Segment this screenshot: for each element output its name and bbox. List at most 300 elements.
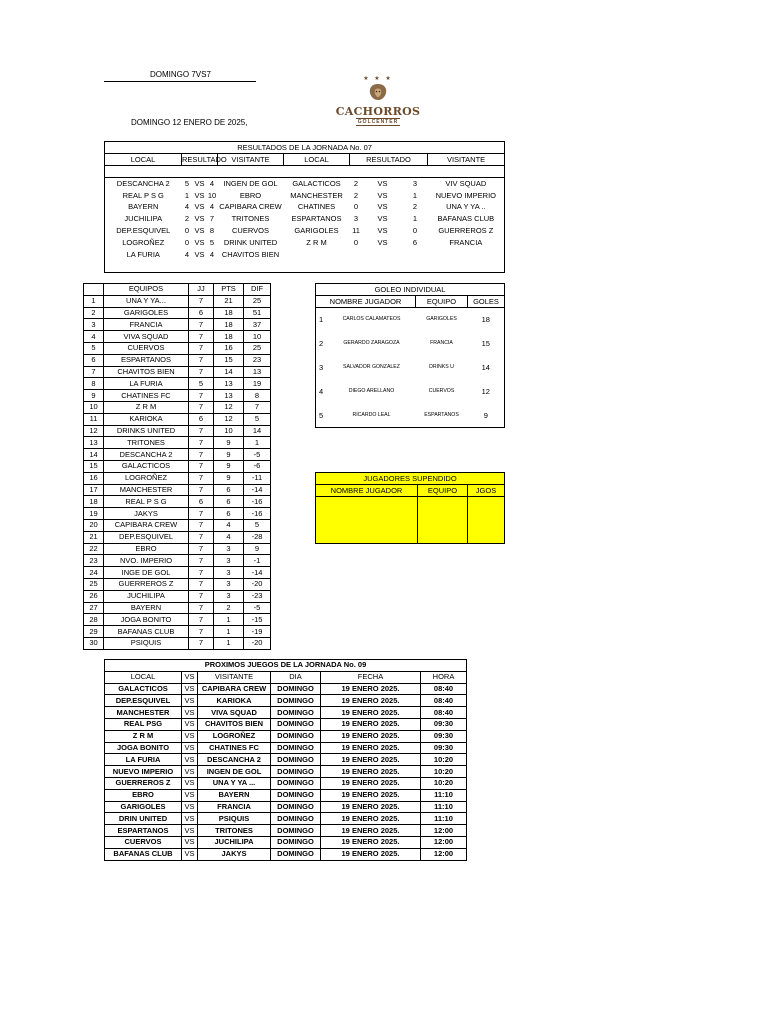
points-cell: 9 <box>214 449 244 461</box>
time-cell: 09:30 <box>421 718 467 730</box>
played-cell: 7 <box>189 354 214 366</box>
date-cell: 19 ENERO 2025. <box>321 718 421 730</box>
rank-cell: 1 <box>84 295 104 307</box>
fixture-row <box>105 742 467 754</box>
date-cell: 19 ENERO 2025. <box>321 695 421 707</box>
points-cell: 18 <box>214 319 244 331</box>
goal-diff-cell: -23 <box>244 590 271 602</box>
col-header: VISITANTE <box>198 671 271 683</box>
scorer-name: SALVADOR GONZALEZ <box>343 364 400 370</box>
local-team: LA FURIA <box>105 248 182 260</box>
date-cell: 19 ENERO 2025. <box>321 777 421 789</box>
points-cell: 6 <box>214 496 244 508</box>
local-team: GALACTICOS <box>292 179 341 189</box>
played-cell: 7 <box>189 295 214 307</box>
vs-label: VS <box>377 179 388 189</box>
visitor-team: VIV SQUAD <box>428 178 505 190</box>
time-cell: 11:10 <box>421 789 467 801</box>
away-team: CHATINES FC <box>198 742 271 754</box>
standings-row <box>84 390 271 402</box>
fixture-row <box>105 789 467 801</box>
home-team: GARIGOLES <box>105 801 182 813</box>
local-score: 0 <box>353 202 359 212</box>
points-cell: 18 <box>214 307 244 319</box>
played-cell: 7 <box>189 472 214 484</box>
points-cell: 21 <box>214 295 244 307</box>
points-cell: 9 <box>214 472 244 484</box>
standings-row <box>84 567 271 579</box>
date-cell: 19 ENERO 2025. <box>321 801 421 813</box>
suspended-title: JUGADORES SUPENDIDO <box>316 473 505 485</box>
rank-cell: 14 <box>84 449 104 461</box>
away-team: DESCANCHA 2 <box>198 754 271 766</box>
time-cell: 09:30 <box>421 742 467 754</box>
home-team: ESPARTANOS <box>105 825 182 837</box>
vs-label: VS <box>182 777 198 789</box>
vs-label: VS <box>194 226 205 236</box>
home-team: CUERVOS <box>105 836 182 848</box>
result-row <box>105 189 505 201</box>
date-cell: 19 ENERO 2025. <box>321 742 421 754</box>
home-team: LA FURIA <box>105 754 182 766</box>
played-cell: 7 <box>189 342 214 354</box>
suspended-table <box>315 472 505 544</box>
local-team <box>284 248 350 260</box>
points-cell: 4 <box>214 519 244 531</box>
standings-row <box>84 602 271 614</box>
vs-label: VS <box>182 718 198 730</box>
col-header: DIF <box>244 284 271 296</box>
away-team: CHAVITOS BIEN <box>198 718 271 730</box>
team-cell: NVO. IMPERIO <box>104 555 189 567</box>
col-header: VISITANTE <box>428 154 505 166</box>
goal-diff-cell: -14 <box>244 484 271 496</box>
day-cell: DOMINGO <box>271 766 321 778</box>
local-score: 2 <box>184 214 190 224</box>
col-header: RESULTADO <box>182 155 227 164</box>
team-cell: CUERVOS <box>104 342 189 354</box>
goal-diff-cell: -15 <box>244 614 271 626</box>
home-team: NUEVO IMPERIO <box>105 766 182 778</box>
home-team: GALACTICOS <box>105 683 182 695</box>
vs-label: VS <box>377 214 388 224</box>
local-team: REAL P S G <box>105 189 182 201</box>
rank-cell: 22 <box>84 543 104 555</box>
visitor-team: NUEVO IMPERIO <box>428 189 505 201</box>
rank-cell: 21 <box>84 531 104 543</box>
rank-cell: 30 <box>84 637 104 649</box>
standings-row <box>84 472 271 484</box>
goal-diff-cell: -28 <box>244 531 271 543</box>
scorer-name: RICARDO LEAL <box>352 411 391 418</box>
local-score: 0 <box>184 237 190 247</box>
visitor-team: EBRO <box>239 190 262 200</box>
local-team: DEP.ESQUIVEL <box>105 225 182 237</box>
rank-cell: 15 <box>84 460 104 472</box>
col-header: LOCAL <box>105 671 182 683</box>
rank-cell: 19 <box>84 508 104 520</box>
title-underline <box>104 81 256 82</box>
standings-row <box>84 437 271 449</box>
standings-row <box>84 295 271 307</box>
day-cell: DOMINGO <box>271 777 321 789</box>
played-cell: 7 <box>189 484 214 496</box>
goal-diff-cell: -16 <box>244 508 271 520</box>
played-cell: 7 <box>189 614 214 626</box>
day-cell: DOMINGO <box>271 848 321 860</box>
played-cell: 7 <box>189 578 214 590</box>
standings-row <box>84 531 271 543</box>
time-cell: 12:00 <box>421 825 467 837</box>
scorer-row <box>316 356 505 380</box>
visitor-team <box>428 248 505 260</box>
standings-row <box>84 307 271 319</box>
team-cell: Z R M <box>104 401 189 413</box>
time-cell: 08:40 <box>421 683 467 695</box>
played-cell: 6 <box>189 413 214 425</box>
col-header: HORA <box>421 671 467 683</box>
date-cell: 19 ENERO 2025. <box>321 730 421 742</box>
goal-diff-cell: -14 <box>244 567 271 579</box>
visitor-team: CUERVOS <box>232 226 269 236</box>
visitor-team: DRINK UNITED <box>223 237 278 247</box>
away-team: JAKYS <box>198 848 271 860</box>
played-cell: 7 <box>189 519 214 531</box>
visitor-score: 7 <box>209 214 215 224</box>
played-cell: 7 <box>189 449 214 461</box>
team-cell: VIVA SQUAD <box>104 331 189 343</box>
scorer-row <box>316 404 505 428</box>
home-team: JOGA BONITO <box>105 742 182 754</box>
away-team: BAYERN <box>198 789 271 801</box>
day-cell: DOMINGO <box>271 789 321 801</box>
col-header: JJ <box>189 284 214 296</box>
fixture-row <box>105 836 467 848</box>
goal-diff-cell: 14 <box>244 425 271 437</box>
result-row <box>105 178 505 190</box>
home-team: GUERREROS Z <box>105 777 182 789</box>
local-team: JUCHILIPA <box>105 213 182 225</box>
goal-diff-cell: 19 <box>244 378 271 390</box>
team-cell: FRANCIA <box>104 319 189 331</box>
local-score: 0 <box>353 237 359 247</box>
scorer-goals: 14 <box>481 363 490 372</box>
standings-row <box>84 626 271 638</box>
day-cell: DOMINGO <box>271 695 321 707</box>
suspended-cell <box>316 497 418 544</box>
local-score: 0 <box>184 226 190 236</box>
points-cell: 3 <box>214 543 244 555</box>
next-games-header-row <box>105 671 467 683</box>
standings-row <box>84 319 271 331</box>
played-cell: 7 <box>189 626 214 638</box>
away-team: KARIOKA <box>198 695 271 707</box>
team-cell: CAPIBARA CREW <box>104 519 189 531</box>
standings-row <box>84 637 271 649</box>
scorer-goals: 18 <box>481 315 490 325</box>
visitor-team: CHAVITOS BIEN <box>221 249 280 259</box>
local-team: LOGROÑEZ <box>105 236 182 248</box>
scorer-name: GERARDO ZARAGOZA <box>343 340 400 346</box>
standings-row <box>84 484 271 496</box>
visitor-score: 2 <box>412 202 418 212</box>
goal-diff-cell: 37 <box>244 319 271 331</box>
vs-label: VS <box>182 801 198 813</box>
logo-stars: ★ ★ ★ <box>363 76 393 82</box>
rank-cell: 5 <box>84 342 104 354</box>
day-cell: DOMINGO <box>271 707 321 719</box>
visitor-score: 0 <box>412 226 418 236</box>
time-cell: 09:30 <box>421 730 467 742</box>
standings-table <box>83 283 271 650</box>
played-cell: 7 <box>189 590 214 602</box>
result-row <box>105 213 505 225</box>
col-header: DIA <box>271 671 321 683</box>
vs-label: VS <box>182 683 198 695</box>
played-cell: 6 <box>189 307 214 319</box>
standings-row <box>84 342 271 354</box>
away-team: CAPIBARA CREW <box>198 683 271 695</box>
rank-cell: 20 <box>84 519 104 531</box>
rank-cell: 9 <box>84 390 104 402</box>
fixture-row <box>105 848 467 860</box>
fixture-row <box>105 707 467 719</box>
result-row <box>105 225 505 237</box>
vs-label: VS <box>194 190 205 200</box>
col-header: VS <box>182 671 198 683</box>
rank-cell: 27 <box>84 602 104 614</box>
points-cell: 3 <box>214 578 244 590</box>
vs-label: VS <box>182 766 198 778</box>
scorer-rank: 2 <box>319 339 324 348</box>
goal-diff-cell: -5 <box>244 602 271 614</box>
played-cell: 7 <box>189 602 214 614</box>
visitor-team: BAFANAS CLUB <box>428 213 505 225</box>
scorer-rank: 4 <box>319 387 324 396</box>
time-cell: 10:20 <box>421 777 467 789</box>
home-team: REAL PSG <box>105 718 182 730</box>
goal-diff-cell: -6 <box>244 460 271 472</box>
standings-row <box>84 401 271 413</box>
visitor-team: CAPIBARA CREW <box>219 202 282 212</box>
vs-label: VS <box>194 202 205 212</box>
scorer-goals: 12 <box>481 387 490 396</box>
vs-label: VS <box>194 179 205 189</box>
col-header: EQUIPO <box>418 485 468 497</box>
team-cell: CHAVITOS BIEN <box>104 366 189 378</box>
rank-cell: 11 <box>84 413 104 425</box>
points-cell: 3 <box>214 555 244 567</box>
goal-diff-cell: -5 <box>244 449 271 461</box>
local-score: 5 <box>184 179 190 189</box>
away-team: JUCHILIPA <box>198 836 271 848</box>
rank-cell: 2 <box>84 307 104 319</box>
vs-label: VS <box>182 789 198 801</box>
visitor-score: 4 <box>209 179 215 189</box>
local-team: Z R M <box>306 237 327 247</box>
vs-label: VS <box>194 214 205 224</box>
time-cell: 12:00 <box>421 848 467 860</box>
played-cell: 7 <box>189 390 214 402</box>
local-team: GARIGOLES <box>294 226 339 236</box>
date-cell: 19 ENERO 2025. <box>321 707 421 719</box>
scorers-header-row <box>316 296 505 308</box>
team-cell: BAFANAS CLUB <box>104 626 189 638</box>
goal-diff-cell: -19 <box>244 626 271 638</box>
scorer-name: CARLOS CALAMATEOS <box>342 316 401 323</box>
played-cell: 5 <box>189 378 214 390</box>
local-score: 3 <box>353 214 359 224</box>
date-cell: 19 ENERO 2025. <box>321 683 421 695</box>
played-cell: 6 <box>189 496 214 508</box>
scorers-title: GOLEO INDIVIDUAL <box>316 284 505 296</box>
played-cell: 7 <box>189 543 214 555</box>
team-cell: KARIOKA <box>104 413 189 425</box>
col-header: NOMBRE JUGADOR <box>316 296 416 308</box>
standings-row <box>84 496 271 508</box>
col-header: LOCAL <box>105 154 182 166</box>
col-header: GOLES <box>468 296 505 308</box>
next-games-title: PROXIMOS JUEGOS DE LA JORNADA No. 09 <box>105 660 467 672</box>
vs-label: VS <box>377 202 388 212</box>
points-cell: 1 <box>214 637 244 649</box>
goal-diff-cell: -20 <box>244 637 271 649</box>
date-cell: 19 ENERO 2025. <box>321 766 421 778</box>
time-cell: 11:10 <box>421 813 467 825</box>
visitor-team: UNA Y YA .. <box>428 201 505 213</box>
day-cell: DOMINGO <box>271 813 321 825</box>
scorer-rank: 5 <box>319 410 324 420</box>
local-score: 2 <box>353 179 359 189</box>
suspended-empty-row <box>316 497 505 544</box>
visitor-score: 4 <box>209 202 215 212</box>
team-cell: ESPARTANOS <box>104 354 189 366</box>
home-team: EBRO <box>105 789 182 801</box>
points-cell: 13 <box>214 390 244 402</box>
points-cell: 3 <box>214 590 244 602</box>
time-cell: 10:20 <box>421 754 467 766</box>
team-cell: DRINKS UNITED <box>104 425 189 437</box>
col-header: JGOS <box>468 485 505 497</box>
vs-label: VS <box>182 695 198 707</box>
cachorros-logo <box>334 76 422 126</box>
points-cell: 12 <box>214 413 244 425</box>
fixture-row <box>105 695 467 707</box>
team-cell: TRITONES <box>104 437 189 449</box>
played-cell: 7 <box>189 319 214 331</box>
points-cell: 4 <box>214 531 244 543</box>
goal-diff-cell: 13 <box>244 366 271 378</box>
rank-cell: 3 <box>84 319 104 331</box>
home-team: DEP.ESQUIVEL <box>105 695 182 707</box>
goal-diff-cell: 10 <box>244 331 271 343</box>
time-cell: 11:10 <box>421 801 467 813</box>
points-cell: 6 <box>214 484 244 496</box>
away-team: UNA Y YA ... <box>198 777 271 789</box>
points-cell: 9 <box>214 437 244 449</box>
played-cell: 7 <box>189 637 214 649</box>
rank-cell: 7 <box>84 366 104 378</box>
away-team: TRITONES <box>198 825 271 837</box>
points-cell: 10 <box>214 425 244 437</box>
rank-cell: 16 <box>84 472 104 484</box>
away-team: FRANCIA <box>198 801 271 813</box>
goal-diff-cell: 25 <box>244 295 271 307</box>
team-cell: GUERREROS Z <box>104 578 189 590</box>
goal-diff-cell: -11 <box>244 472 271 484</box>
rank-cell: 10 <box>84 401 104 413</box>
points-cell: 12 <box>214 401 244 413</box>
team-cell: LA FURIA <box>104 378 189 390</box>
home-team: Z R M <box>105 730 182 742</box>
away-team: PSIQUIS <box>198 813 271 825</box>
day-cell: DOMINGO <box>271 718 321 730</box>
standings-row <box>84 519 271 531</box>
fixture-row <box>105 718 467 730</box>
team-cell: EBRO <box>104 543 189 555</box>
home-team: DRIN UNITED <box>105 813 182 825</box>
standings-row <box>84 590 271 602</box>
scorer-team: ESPARTANOS <box>424 411 459 418</box>
scorer-team: CUERVOS <box>428 388 455 394</box>
standings-header-row <box>84 284 271 296</box>
vs-label: VS <box>194 237 205 247</box>
away-team: VIVA SQUAD <box>198 707 271 719</box>
rank-cell: 18 <box>84 496 104 508</box>
standings-row <box>84 555 271 567</box>
standings-row <box>84 354 271 366</box>
time-cell: 08:40 <box>421 695 467 707</box>
local-score: 1 <box>184 190 190 200</box>
team-cell: JAKYS <box>104 508 189 520</box>
played-cell: 7 <box>189 567 214 579</box>
rank-cell: 4 <box>84 331 104 343</box>
suspended-cell <box>418 497 468 544</box>
goal-diff-cell: 23 <box>244 354 271 366</box>
day-cell: DOMINGO <box>271 730 321 742</box>
visitor-score: 8 <box>209 226 215 236</box>
standings-row <box>84 413 271 425</box>
scorer-name: DIEGO ARELLANO <box>348 388 395 394</box>
suspended-header-row <box>316 485 505 497</box>
visitor-score: 5 <box>209 237 215 247</box>
visitor-score: 1 <box>412 214 418 224</box>
local-team: MANCHESTER <box>290 190 343 200</box>
goal-diff-cell: 9 <box>244 543 271 555</box>
scorer-row <box>316 332 505 356</box>
goal-diff-cell: -1 <box>244 555 271 567</box>
standings-row <box>84 425 271 437</box>
goal-diff-cell: 7 <box>244 401 271 413</box>
result-row <box>105 248 505 260</box>
day-cell: DOMINGO <box>271 836 321 848</box>
vs-label: VS <box>377 237 388 247</box>
vs-label: VS <box>182 825 198 837</box>
scorers-table <box>315 283 505 428</box>
local-score: 2 <box>353 190 359 200</box>
lion-icon <box>366 83 390 101</box>
rank-header <box>84 284 104 296</box>
visitor-score: 6 <box>412 237 418 247</box>
local-score <box>350 248 363 260</box>
vs-label: VS <box>182 836 198 848</box>
team-cell: INGE DE GOL <box>104 567 189 579</box>
goal-diff-cell: -16 <box>244 496 271 508</box>
played-cell: 7 <box>189 331 214 343</box>
away-team: LOGROÑEZ <box>198 730 271 742</box>
date-cell: 19 ENERO 2025. <box>321 848 421 860</box>
result-row <box>105 201 505 213</box>
